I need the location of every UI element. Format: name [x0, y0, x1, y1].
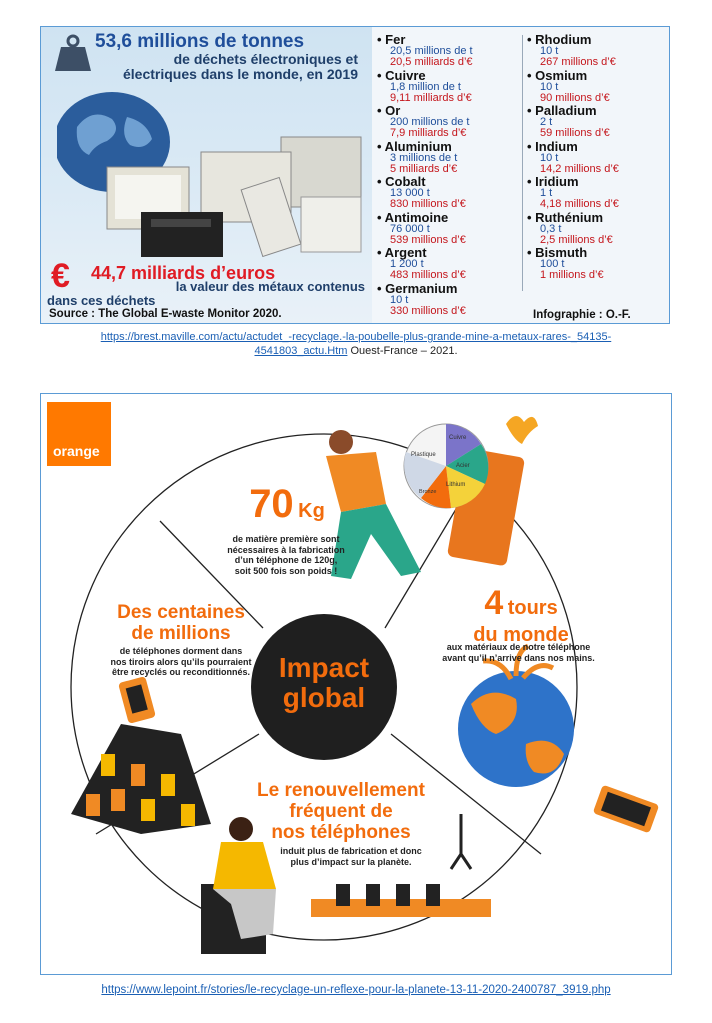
- orange-logo-text: orange: [53, 443, 100, 459]
- text-line: nos téléphones: [271, 822, 411, 843]
- euro-symbol: €: [51, 257, 70, 295]
- metal-value: 830 millions d’€: [390, 198, 466, 210]
- metal-item: [377, 104, 522, 140]
- metal-item: [527, 211, 670, 247]
- metal-quantity: 0,3 t: [540, 222, 562, 235]
- e-waste-infographic: [40, 26, 670, 324]
- metal-name: • Rhodium: [527, 33, 592, 47]
- text-line: de téléphones dorment dans: [119, 646, 243, 656]
- orange-impact-infographic: [40, 393, 672, 975]
- metal-quantity: 3 millions de t: [390, 151, 458, 164]
- metal-name: • Antimoine: [377, 210, 449, 225]
- source-link-lepoint[interactable]: https://www.lepoint.fr/stories/le-recyclage-un-reflexe-pour-la-planete-13-11-2020-2400787_3919.php: [101, 984, 611, 996]
- raw-material-number: 70: [249, 482, 294, 526]
- metal-value: 539 millions d’€: [390, 233, 466, 246]
- metal-quantity: 2 t: [540, 116, 553, 128]
- metal-name: • Bismuth: [527, 246, 588, 260]
- metal-quantity: 1,8 million de t: [390, 80, 461, 93]
- phone-pile-illustration: [71, 676, 211, 834]
- text-line: d’un téléphone de 120g,: [234, 555, 338, 565]
- text-line: de matière première sont: [232, 534, 340, 544]
- infographic-source: Source : The Global E-waste Monitor 2020.: [49, 308, 282, 320]
- metal-name: • Osmium: [527, 68, 588, 83]
- metals-value-description: [47, 280, 365, 308]
- sleeping-phones-stat: [101, 602, 261, 644]
- world-tours-stat: [436, 584, 606, 646]
- metal-value: 267 millions d’€: [540, 56, 616, 68]
- text-line: Le renouvellement: [257, 780, 425, 801]
- pie-label: Plastique: [411, 452, 436, 458]
- pie-label: Cuivre: [449, 435, 467, 441]
- metal-quantity: 76 000 t: [390, 222, 430, 235]
- metal-item: [527, 175, 670, 211]
- metal-item: [527, 104, 670, 140]
- metal-quantity: 20,5 millions de t: [390, 45, 473, 57]
- metal-name: • Or: [377, 104, 401, 118]
- text-line: de millions: [131, 623, 231, 644]
- metal-name: • Argent: [377, 246, 427, 260]
- metals-list-column-1: [377, 33, 522, 317]
- metal-value: 14,2 millions d’€: [540, 162, 619, 175]
- metal-item: [377, 282, 522, 318]
- metal-item: [527, 69, 670, 105]
- text-line: tours: [507, 597, 558, 619]
- figure-2-caption: [0, 984, 712, 996]
- metal-quantity: 10 t: [540, 45, 559, 57]
- raw-material-description: [221, 534, 351, 576]
- desc-line-1: la valeur des métaux contenus: [175, 279, 365, 294]
- metal-item: [527, 246, 670, 282]
- world-tours-description: [426, 642, 611, 663]
- metal-quantity: 10 t: [540, 151, 559, 164]
- subtitle-line-2: électriques dans le monde, en 2019: [123, 66, 358, 82]
- text-line: global: [282, 682, 366, 713]
- pie-label: Lithium: [446, 482, 466, 488]
- metal-name: • Fer: [377, 33, 406, 47]
- sleeping-phones-description: [96, 646, 266, 678]
- caption-publisher: Ouest-France – 2021.: [347, 345, 458, 357]
- metal-value: 330 millions d’€: [390, 304, 466, 317]
- renewal-stat: [241, 780, 441, 843]
- metal-value: 5 milliards d’€: [390, 162, 458, 175]
- metal-quantity: 100 t: [540, 258, 565, 270]
- text-line: plus d’impact sur la planète.: [290, 856, 412, 867]
- raw-material-stat: [227, 482, 347, 527]
- metal-quantity: 1 200 t: [390, 258, 424, 270]
- metal-quantity: 10 t: [540, 80, 559, 93]
- metal-value: 59 millions d’€: [540, 127, 610, 139]
- metal-item: [377, 211, 522, 247]
- metal-item: [527, 140, 670, 176]
- metal-item: [377, 246, 522, 282]
- text-line: être recyclés ou reconditionnés.: [111, 667, 251, 677]
- infographic-credit: Infographie : O.-F.: [533, 309, 631, 321]
- pie-label: Acier: [456, 463, 470, 469]
- text-line: Des centaines: [117, 602, 245, 623]
- metal-item: [377, 175, 522, 211]
- metal-value: 90 millions d’€: [540, 91, 610, 104]
- text-line: induit plus de fabrication et donc: [280, 846, 422, 856]
- text-line: soit 500 fois son poids !: [234, 565, 338, 576]
- person-carrying-pie-illustration: [326, 416, 538, 579]
- column-divider: [522, 35, 523, 291]
- metal-name: • Cuivre: [377, 68, 426, 83]
- metal-item: [377, 69, 522, 105]
- metal-quantity: 200 millions de t: [390, 116, 470, 128]
- metals-value-amount: 44,7 milliards d’euros: [91, 263, 276, 283]
- metal-quantity: 10 t: [390, 293, 409, 306]
- metal-name: • Germanium: [377, 281, 458, 296]
- text-line: nos tiroirs alors qu’ils pourraient: [110, 656, 252, 667]
- metal-value: 1 millions d’€: [540, 269, 604, 281]
- metal-value: 2,5 millions d’€: [540, 233, 613, 246]
- computer-waste-pile-image: [101, 127, 371, 257]
- metal-name: • Iridium: [527, 175, 579, 189]
- pie-label: Bronze: [419, 489, 437, 495]
- metal-value: 4,18 millions d’€: [540, 198, 619, 210]
- metal-value: 483 millions d’€: [390, 269, 466, 281]
- metal-name: • Palladium: [527, 104, 597, 118]
- text-line: nécessaires à la fabrication: [227, 544, 345, 555]
- text-line: aux matériaux de notre téléphone: [446, 642, 591, 652]
- impact-global-title: [264, 653, 384, 713]
- metal-value: 7,9 milliards d’€: [390, 127, 467, 139]
- metals-list-column-2: [527, 33, 670, 282]
- figure-1-caption: [0, 330, 712, 358]
- metal-item: [377, 33, 522, 69]
- globe-illustration: [458, 646, 659, 833]
- metal-value: 9,11 milliards d’€: [390, 91, 472, 104]
- metal-name: • Indium: [527, 139, 578, 154]
- metal-name: • Aluminium: [377, 139, 452, 154]
- text-line: du monde: [473, 624, 569, 646]
- text-line: fréquent de: [289, 801, 393, 822]
- link-line-1: https://brest.maville.com/actu/actudet_-recyclage.-la-poubelle-plus-grande-mine-a-metaux-rares-_54135-: [100, 331, 612, 343]
- metal-quantity: 1 t: [540, 187, 553, 199]
- text-line: avant qu’il n’arrive dans nos mains.: [442, 652, 595, 663]
- metal-name: • Cobalt: [377, 175, 426, 189]
- waste-tonnage-title: 53,6 millions de tonnes: [95, 31, 305, 52]
- metal-item: [377, 140, 522, 176]
- metal-quantity: 13 000 t: [390, 187, 430, 199]
- renewal-description: [276, 846, 426, 867]
- metal-item: [527, 33, 670, 69]
- link-line-2: 4541803_actu.Htm: [254, 345, 348, 357]
- waste-tonnage-subtitle: [53, 52, 358, 82]
- subtitle-line-1: de déchets électroniques et: [173, 51, 358, 67]
- metal-value: 20,5 milliards d’€: [390, 56, 473, 68]
- desc-line-2: dans ces déchets: [47, 293, 156, 308]
- text-line: Impact: [278, 652, 370, 683]
- world-tours-number: 4: [484, 584, 504, 622]
- raw-material-unit: Kg: [298, 500, 325, 522]
- metal-name: • Ruthénium: [527, 210, 604, 225]
